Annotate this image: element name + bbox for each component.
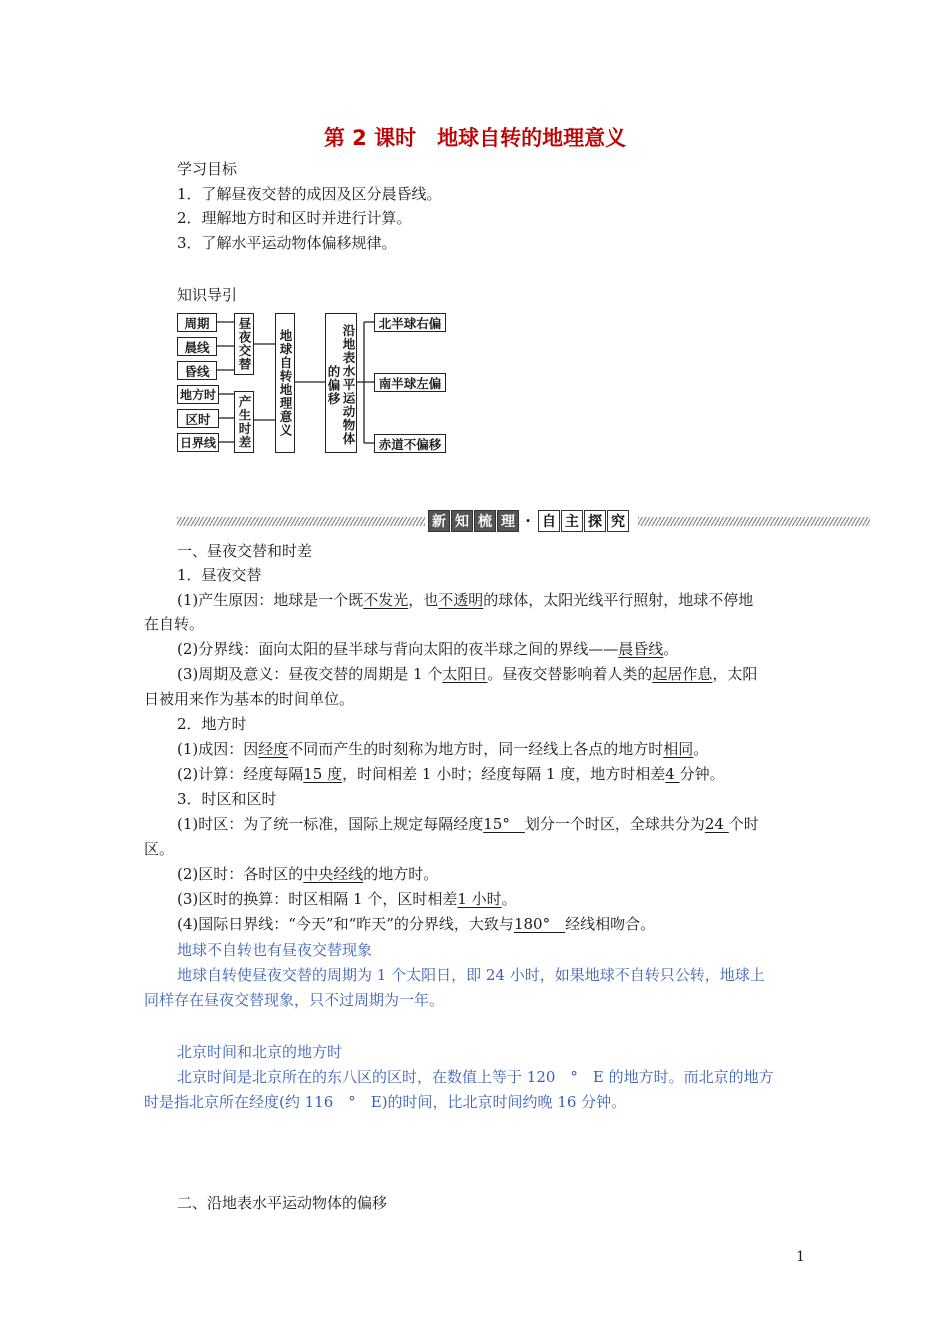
banner-hatch-right [638, 517, 870, 526]
banner-char: 自 [538, 510, 560, 532]
paragraph-date-line: (4)国际日界线：“今天”和“昨天”的分界线，大致与180° 经线相吻合。 [177, 915, 656, 933]
subsection-heading: 3．时区和区时 [177, 790, 277, 808]
paragraph-conversion: (3)区时的换算：时区相隔 1 个，区时相差1 小时。 [177, 890, 517, 908]
note-heading: 地球不自转也有昼夜交替现象 [177, 941, 373, 959]
note-text: 同样存在昼夜交替现象，只不过周期为一年。 [144, 991, 445, 1009]
guide-box-deflection: 沿地表水平运动物体的偏移 [325, 313, 357, 453]
note-text: 北京时间是北京所在的东八区的区时，在数值上等于 120 ° E 的地方时。而北京的地方 [177, 1068, 774, 1086]
guide-box-morning-line: 晨线 [177, 337, 217, 356]
note-text: 地球自转使昼夜交替的周期为 1 个太阳日，即 24 小时，如果地球不自转只公转，地球上 [177, 966, 765, 984]
guide-box-equator-none: 赤道不偏移 [374, 434, 446, 453]
subsection-heading: 1．昼夜交替 [177, 566, 262, 584]
guide-box-center: 地球自转地理意义 [275, 313, 295, 453]
banner-tag-self-explore [538, 510, 630, 532]
note-heading: 北京时间和北京的地方时 [177, 1043, 343, 1061]
page-title: 第 2 课时 地球自转的地理意义 [323, 126, 627, 150]
banner-char: 主 [561, 510, 583, 532]
paragraph-cause-cont: 在自转。 [144, 615, 205, 633]
guide-box-time-difference: 产生时差 [234, 391, 254, 453]
guide-box-day-night: 昼夜交替 [234, 313, 254, 375]
concept-map-connectors [0, 0, 950, 470]
banner-char: 探 [584, 510, 606, 532]
banner-char: 新 [428, 510, 450, 532]
paragraph-boundary: (2)分界线：面向太阳的昼半球与背向太阳的夜半球之间的界线——晨昏线。 [177, 640, 679, 658]
guide-box-evening-line: 昏线 [177, 361, 217, 380]
paragraph-local-calc: (2)计算：经度每隔15 度，时间相差 1 小时；经度每隔 1 度，地方时相差4 分钟。 [177, 765, 725, 783]
paragraph-local-cause: (1)成因：因经度不同而产生的时刻称为地方时，同一经线上各点的地方时相同。 [177, 740, 709, 758]
guide-box-local-time: 地方时 [177, 385, 219, 404]
guide-heading: 知识导引 [177, 286, 238, 304]
banner-hatch-left [177, 517, 425, 526]
subsection-heading: 2．地方时 [177, 715, 247, 733]
banner-char: 理 [497, 510, 519, 532]
section-heading: 一、昼夜交替和时差 [177, 542, 313, 560]
paragraph-period: (3)周期及意义：昼夜交替的周期是 1 个太阳日。昼夜交替影响着人类的起居作息，太阳 [177, 665, 758, 683]
page-number: 1 [796, 1249, 805, 1265]
objective-item: 1．了解昼夜交替的成因及区分晨昏线。 [177, 185, 442, 203]
paragraph-period-cont: 日被用来作为基本的时间单位。 [144, 690, 355, 708]
banner-char: 梳 [474, 510, 496, 532]
objective-item: 3．了解水平运动物体偏移规律。 [177, 234, 397, 252]
paragraph-time-zone: (1)时区：为了统一标准，国际上规定每隔经度15° 划分一个时区，全球共分为24 个时 [177, 815, 759, 833]
banner-char: 究 [607, 510, 629, 532]
objective-item: 2．理解地方时和区时并进行计算。 [177, 209, 412, 227]
banner-dot: · [525, 511, 531, 530]
guide-box-date-line: 日界线 [177, 433, 219, 452]
paragraph-zone-time: (2)区时：各时区的中央经线的地方时。 [177, 865, 439, 883]
objectives-heading: 学习目标 [177, 160, 238, 178]
banner-char: 知 [451, 510, 473, 532]
guide-box-north-right: 北半球右偏 [374, 313, 446, 332]
paragraph-cause: (1)产生原因：地球是一个既不发光，也不透明的球体，太阳光线平行照射，地球不停地 [177, 591, 754, 609]
note-text: 时是指北京所在经度(约 116 ° E)的时间，比北京时间约晚 16 分钟。 [144, 1093, 627, 1111]
guide-box-period: 周期 [177, 313, 217, 332]
guide-box-south-left: 南半球左偏 [374, 373, 446, 392]
section-heading: 二、沿地表水平运动物体的偏移 [177, 1194, 388, 1212]
banner-tag-new-knowledge [428, 510, 520, 532]
guide-box-zone-time: 区时 [177, 409, 219, 428]
paragraph-time-zone-cont: 区。 [144, 840, 175, 858]
